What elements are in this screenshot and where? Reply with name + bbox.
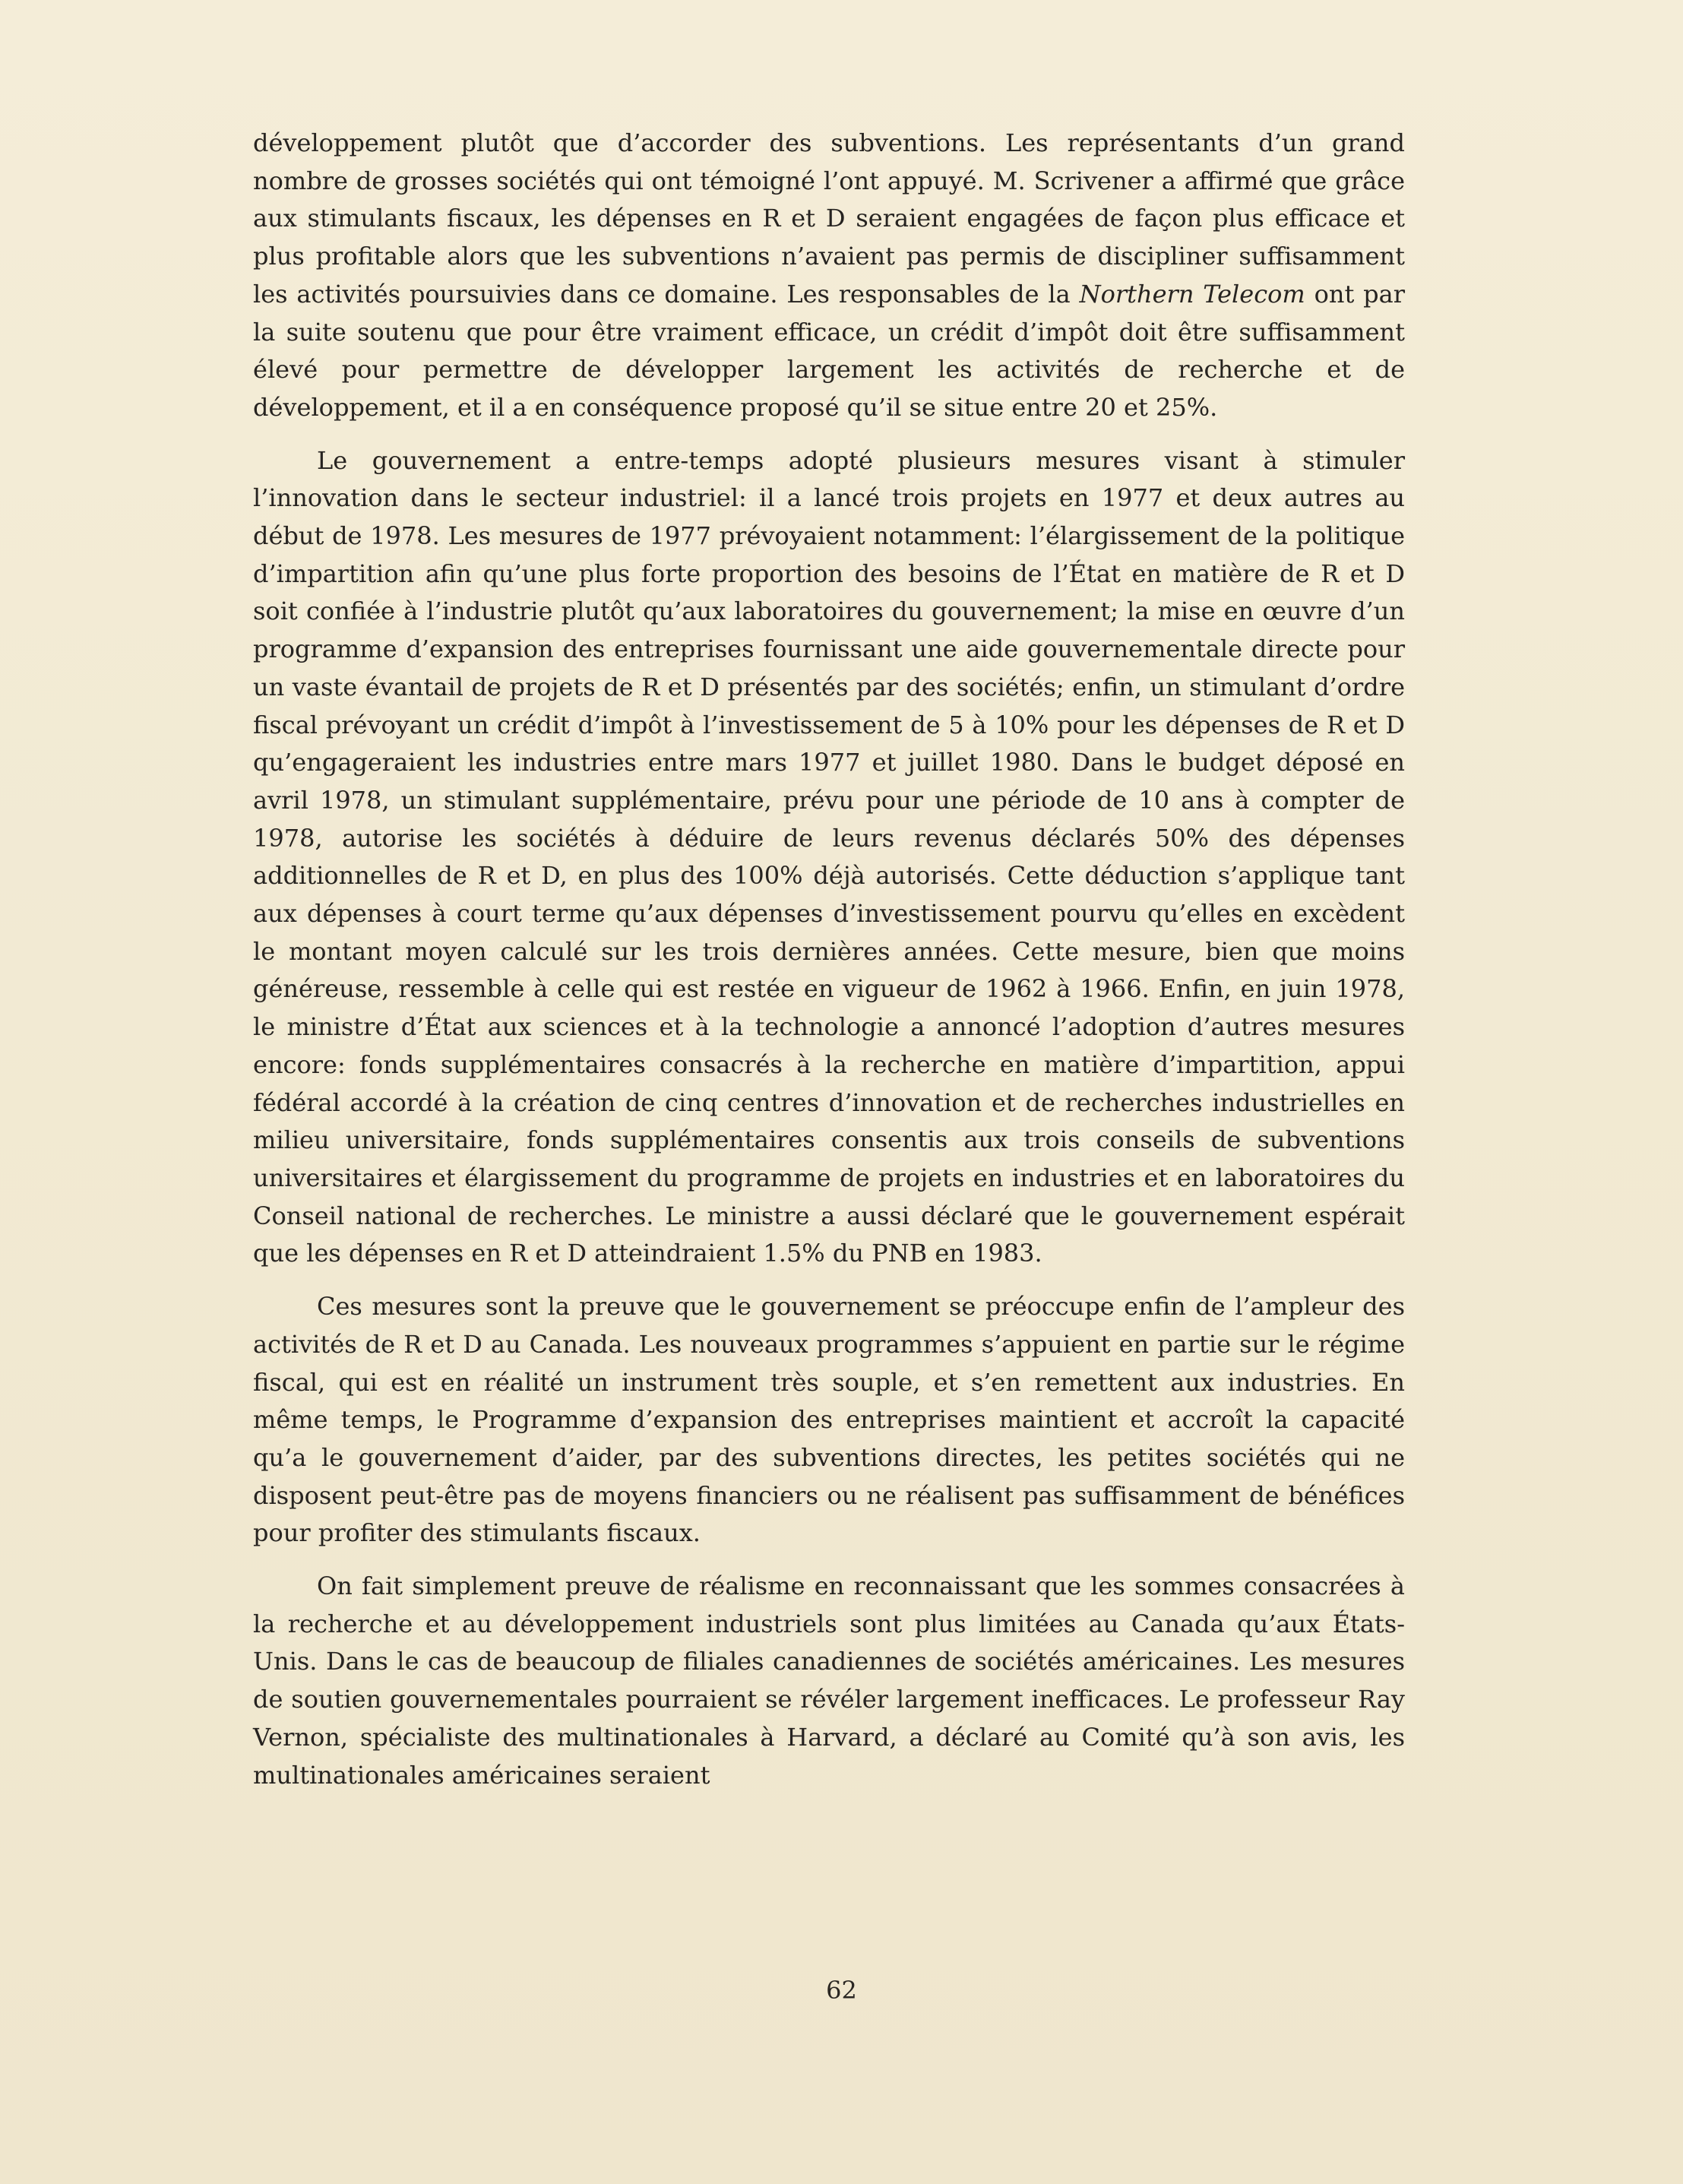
paragraph-1-text-a: développement plutôt que d’accorder des subventions. Les représentants d’un grand nombre de grosses sociétés qui ont témoigné l’ont appuyé. M. Scrivener a affirmé que grâce aux stimulants fiscaux, les dépenses en R et D seraient engagées de façon plus efficace et plus profitable alors que les subventions n’avaient pas permis de discipliner suffisamment les activités poursuivies dans ce domaine. Les responsables de la	[253, 128, 1405, 309]
paragraph-2: Le gouvernement a entre-temps adopté plusieurs mesures visant à stimuler l’innovation dans le secteur industriel: il a lancé trois projets en 1977 et deux autres au début de 1978. Les mesures de 1977 prévoyaient notamment: l’élargissement de la politique d’impartition afin qu’une plus forte proportion des besoins de l’État en matière de R et D soit confiée à l’industrie plutôt qu’aux laboratoires du gouvernement; la mise en œuvre d’un programme d’expansion des entreprises fournissant une aide gouvernementale directe pour un vaste évantail de projets de R et D présentés par des sociétés; enfin, un stimulant d’ordre fiscal prévoyant un crédit d’impôt à l’investissement de 5 à 10% pour les dépenses de R et D qu’engageraient les industries entre mars 1977 et juillet 1980. Dans le budget déposé en avril 1978, un stimulant supplémentaire, prévu pour une période de 10 ans à compter de 1978, autorise les sociétés à déduire de leurs revenus déclarés 50% des dépenses additionnelles de R et D, en plus des 100% déjà autorisés. Cette déduction s’applique tant aux dépenses à court terme qu’aux dépenses d’investissement pourvu qu’elles en excèdent le montant moyen calculé sur les trois dernières années. Cette mesure, bien que moins généreuse, ressemble à celle qui est restée en vigueur de 1962 à 1966. Enfin, en juin 1978, le ministre d’État aux sciences et à la technologie a annoncé l’adoption d’autres mesures encore: fonds supplémentaires consacrés à la recherche en matière d’impartition, appui fédéral accordé à la création de cinq centres d’innovation et de recherches industrielles en milieu universitaire, fonds supplémentaires consentis aux trois conseils de subventions universitaires et élargissement du programme de projets en industries et en laboratoires du Conseil national de recherches. Le ministre a aussi déclaré que le gouvernement espérait que les dépenses en R et D atteindraient 1.5% du PNB en 1983.	[253, 445, 1405, 1268]
paragraph-3: Ces mesures sont la preuve que le gouvernement se préoccupe enfin de l’ampleur des activités de R et D au Canada. Les nouveaux programmes s’appuient en partie sur le régime fiscal, qui est en réalité un instrument très souple, et s’en remettent aux industries. En même temps, le Programme d’expansion des entreprises maintient et accroît la capacité qu’a le gouvernement d’aider, par des subventions directes, les petites sociétés qui ne disposent peut-être pas de moyens financiers ou ne réalisent pas suffisamment de bénéfices pour profiter des stimulants fiscaux.	[253, 1292, 1405, 1548]
northern-telecom-italic: Northern Telecom	[1079, 279, 1305, 309]
paragraph-4: On fait simplement preuve de réalisme en reconnaissant que les sommes consacrées à la recherche et au développement industriels sont plus limitées au Canada qu’aux États-Unis. Dans le cas de beaucoup de filiales canadiennes de sociétés américaines. Les mesures de soutien gouvernementales pourraient se révéler largement inefficaces. Le professeur Ray Vernon, spécialiste des multinationales à Harvard, a déclaré au Comité qu’à son avis, les multinationales américaines seraient	[253, 1572, 1405, 1790]
page-number: 62	[826, 1976, 857, 2005]
paragraph-1	[253, 125, 1405, 427]
body-text	[253, 125, 1405, 1809]
paragraph-1-text-b: ont par la suite soutenu que pour être vraiment efficace, un crédit d’impôt doit être suffisamment élevé pour permettre de développer largement les activités de recherche et de développement, et il a en conséquence proposé qu’il se situe entre 20 et 25%.	[253, 279, 1406, 422]
